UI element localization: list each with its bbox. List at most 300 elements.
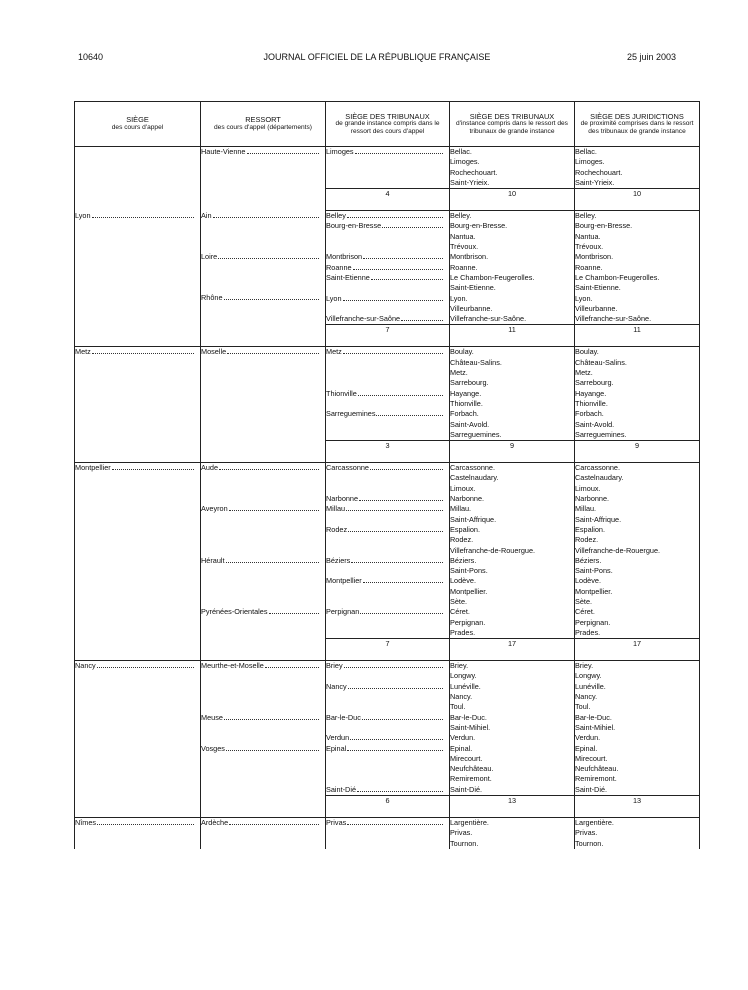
leader-dots — [358, 395, 443, 396]
cell-cour — [75, 818, 201, 849]
cell-cour — [75, 147, 201, 189]
tgi-seat-text: Saint-Dié — [326, 784, 357, 794]
tgi-seat-text: Metz — [326, 347, 342, 357]
leader-dots — [401, 320, 443, 321]
total-count: 13 — [575, 796, 700, 818]
ti-seat: Villefranche-de-Rouergue. — [450, 545, 536, 555]
tgi-seat — [326, 525, 449, 535]
jp-seat: Perpignan. — [575, 617, 611, 627]
jp-seat: Toul. — [575, 702, 591, 712]
leader-dots — [112, 469, 194, 470]
jp-seat: Forbach. — [575, 409, 604, 419]
jp-seat: Boulay. — [575, 347, 599, 357]
group-row — [75, 347, 700, 441]
department-text: Aude — [201, 463, 219, 473]
tgi-seat-text: Millau — [326, 504, 346, 514]
department-text: Meurthe-et-Moselle — [201, 661, 264, 671]
blank-line — [201, 221, 325, 231]
blank-line — [326, 566, 449, 576]
leader-dots — [92, 217, 194, 218]
ti-seat: Lyon. — [450, 293, 468, 303]
publication-date: 25 juin 2003 — [626, 52, 676, 62]
jp-seat: Briey. — [575, 661, 594, 671]
cell-jp — [575, 211, 700, 325]
blank-line — [326, 473, 449, 483]
cell-jp — [575, 347, 700, 441]
jp-seat: Le Chambon-Feugerolles. — [575, 272, 660, 282]
leader-dots — [226, 562, 319, 563]
leader-dots — [227, 353, 319, 354]
blank-line — [326, 378, 449, 388]
ti-seat: Thionville. — [450, 398, 483, 408]
leader-dots — [362, 719, 443, 720]
leader-dots — [350, 739, 443, 740]
jp-seat: Limoges. — [575, 157, 605, 167]
tgi-seat-text: Bar-le-Duc — [326, 712, 361, 722]
leader-dots — [376, 415, 443, 416]
tgi-seat — [326, 273, 449, 283]
tgi-seat — [326, 682, 449, 692]
blank-line — [326, 399, 449, 409]
jp-seat: Lunéville. — [575, 681, 606, 691]
blank-line — [201, 231, 325, 241]
ti-seat: Château-Salins. — [450, 357, 502, 367]
department-text: Ain — [201, 210, 212, 220]
tgi-seat — [326, 389, 449, 399]
cour-name-text: Montpellier — [75, 463, 111, 473]
leader-dots — [97, 667, 194, 668]
tgi-seat — [326, 294, 449, 304]
blank-line — [326, 484, 449, 494]
blank-line — [326, 535, 449, 545]
ti-seat: Montbrison. — [450, 252, 489, 262]
leader-dots — [353, 269, 443, 270]
total-count: 17 — [450, 639, 575, 661]
tgi-seat — [326, 818, 449, 828]
leader-dots — [363, 582, 443, 583]
jp-seat: Céret. — [575, 607, 595, 617]
cell-tgi — [326, 661, 450, 796]
leader-dots — [360, 613, 443, 614]
ti-seat: Briey. — [450, 661, 469, 671]
ti-seat: Bourg-en-Bresse. — [450, 221, 508, 231]
col-header-jp — [575, 102, 700, 147]
leader-dots — [348, 688, 443, 689]
department-text: Aveyron — [201, 504, 228, 514]
tgi-seat-text: Bourg-en-Bresse — [326, 221, 382, 231]
tgi-seat — [326, 785, 449, 795]
ti-seat: Saint-Affrique. — [450, 514, 497, 524]
ti-seat: Béziers. — [450, 555, 477, 565]
cour-name — [75, 347, 200, 357]
department — [201, 347, 325, 357]
ti-seat: Epinal. — [450, 743, 473, 753]
blank-line — [326, 232, 449, 242]
blank-line — [201, 692, 325, 702]
totals-blank — [201, 189, 326, 211]
blank-line — [326, 597, 449, 607]
col-header-title: RESSORT — [245, 115, 281, 125]
totals-blank — [75, 441, 201, 463]
jp-seat: Lodève. — [575, 576, 601, 586]
ti-seat: Boulay. — [450, 347, 474, 357]
jp-seat: Prades. — [575, 627, 601, 637]
blank-line — [326, 283, 449, 293]
tgi-seat — [326, 263, 449, 273]
ti-seat: Bar-le-Duc. — [450, 712, 487, 722]
tgi-seat-text: Lyon — [326, 293, 342, 303]
cell-tgi — [326, 818, 450, 849]
leader-dots — [370, 469, 443, 470]
ti-seat: Rochechouart. — [450, 167, 498, 177]
blank-line — [326, 764, 449, 774]
jp-seat: Thionville. — [575, 398, 608, 408]
ti-seat: Carcassonne. — [450, 463, 496, 473]
ti-seat: Lunéville. — [450, 681, 481, 691]
blank-line — [326, 368, 449, 378]
department — [201, 252, 325, 262]
jp-seat: Nancy. — [575, 692, 598, 702]
cell-ressort — [201, 347, 326, 441]
cour-name — [75, 211, 200, 221]
jp-seat: Verdun. — [575, 733, 601, 743]
totals-blank — [201, 639, 326, 661]
leader-dots — [359, 500, 443, 501]
jp-seat: Narbonne. — [575, 494, 610, 504]
tgi-seat — [326, 661, 449, 671]
leader-dots — [343, 353, 443, 354]
leader-dots — [344, 667, 443, 668]
blank-line — [201, 535, 325, 545]
tgi-seat-text: Saint-Etienne — [326, 272, 370, 282]
blank-line — [201, 484, 325, 494]
jp-seat: Sète. — [575, 596, 593, 606]
cell-jp — [575, 147, 700, 189]
jp-seat: Béziers. — [575, 555, 602, 565]
jp-seat: Villefranche-sur-Saône. — [575, 314, 652, 324]
blank-line — [201, 597, 325, 607]
blank-line — [201, 587, 325, 597]
tgi-seat — [326, 252, 449, 262]
cell-tgi — [326, 347, 450, 441]
leader-dots — [213, 217, 319, 218]
department-text: Haute-Vienne — [201, 147, 246, 156]
total-count: 6 — [326, 796, 450, 818]
total-count: 11 — [450, 325, 575, 347]
jp-seat: Metz. — [575, 368, 593, 378]
tgi-seat — [326, 713, 449, 723]
jp-seat: Bourg-en-Bresse. — [575, 221, 633, 231]
totals-blank — [75, 639, 201, 661]
jp-seat: Montbrison. — [575, 252, 614, 262]
blank-line — [201, 723, 325, 733]
leader-dots — [347, 824, 443, 825]
blank-line — [201, 702, 325, 712]
ti-seat: Nantua. — [450, 231, 476, 241]
ti-seat: Sarreguemines. — [450, 429, 502, 439]
cell-ressort — [201, 661, 326, 796]
jp-seat: Saint-Pons. — [575, 566, 613, 576]
tgi-seat — [326, 221, 449, 231]
blank-line — [326, 358, 449, 368]
ti-seat: Céret. — [450, 607, 470, 617]
col-header-cour — [75, 102, 201, 147]
col-header-title: SIÈGE DES JURIDICTIONS — [590, 111, 684, 121]
department-text: Loire — [201, 251, 218, 261]
tgi-seat-text: Perpignan — [326, 607, 360, 617]
tgi-seat-text: Narbonne — [326, 494, 359, 504]
cour-name-text: Metz — [75, 347, 91, 357]
tgi-seat — [326, 576, 449, 586]
tgi-seat-text: Villefranche-sur-Saône — [326, 314, 401, 324]
jp-seat: Largentière. — [575, 818, 614, 828]
jp-seat: Lyon. — [575, 293, 593, 303]
jp-seat: Remiremont. — [575, 774, 617, 784]
department — [201, 744, 325, 754]
blank-line — [201, 566, 325, 576]
tgi-seat-text: Montpellier — [326, 576, 362, 586]
ti-seat: Saint-Etienne. — [450, 283, 496, 293]
department — [201, 147, 325, 157]
jp-seat: Villeurbanne. — [575, 303, 618, 313]
tgi-seat — [326, 607, 449, 617]
tgi-seat-text: Privas — [326, 818, 347, 828]
total-count: 3 — [326, 441, 450, 463]
blank-line — [326, 723, 449, 733]
tgi-seat-text: Béziers — [326, 555, 351, 565]
totals-row — [75, 639, 700, 661]
department — [201, 293, 325, 303]
tgi-seat — [326, 463, 449, 473]
tgi-seat — [326, 733, 449, 743]
blank-line — [201, 546, 325, 556]
ti-seat: Rodez. — [450, 535, 474, 545]
tgi-seat-text: Nancy — [326, 681, 347, 691]
ti-seat: Saint-Mihiel. — [450, 722, 491, 732]
department-text: Hérault — [201, 555, 225, 565]
tgi-seat-text: Sarreguemines — [326, 409, 376, 419]
col-header-tgi — [326, 102, 450, 147]
jp-seat: Saint-Dié. — [575, 784, 608, 794]
cell-ressort — [201, 463, 326, 639]
jp-seat: Castelnaudary. — [575, 473, 624, 483]
blank-line — [201, 242, 325, 252]
tgi-seat-text: Limoges — [326, 147, 354, 156]
ti-seat: Saint-Pons. — [450, 566, 488, 576]
blank-line — [201, 576, 325, 586]
col-header-subtitle: de proximité comprises dans le ressort des tribunaux de grande instance — [580, 120, 694, 135]
ti-seat: Sète. — [450, 596, 468, 606]
tgi-seat-text: Briey — [326, 661, 343, 671]
group-row — [75, 661, 700, 796]
totals-row — [75, 796, 700, 818]
cell-ressort — [201, 211, 326, 325]
ti-seat: Metz. — [450, 368, 468, 378]
leader-dots — [363, 258, 443, 259]
department-text: Ardèche — [201, 818, 229, 828]
total-count: 4 — [326, 189, 450, 211]
ti-seat: Espalion. — [450, 524, 481, 534]
ti-seat: Neufchâteau. — [450, 764, 494, 774]
tgi-seat-text: Epinal — [326, 743, 347, 753]
tgi-seat — [326, 314, 449, 324]
col-header-title: SIÈGE DES TRIBUNAUX — [469, 111, 555, 121]
ti-seat: Bellac. — [450, 147, 472, 156]
blank-line — [201, 515, 325, 525]
cell-cour — [75, 347, 201, 441]
blank-line — [201, 671, 325, 681]
cour-name — [75, 818, 200, 828]
cour-name — [75, 661, 200, 671]
department — [201, 607, 325, 617]
totals-row — [75, 441, 700, 463]
tgi-seat-text: Belley — [326, 211, 346, 221]
totals-row — [75, 189, 700, 211]
col-header-subtitle: des cours d'appel (départements) — [213, 124, 313, 131]
tgi-seat-text: Montbrison — [326, 252, 363, 262]
page-header — [78, 52, 676, 66]
ti-seat: Narbonne. — [450, 494, 485, 504]
department-text: Vosges — [201, 743, 225, 753]
jp-seat: Carcassonne. — [575, 463, 621, 473]
ti-seat: Saint-Yrieix. — [450, 177, 490, 187]
cour-name-text: Nancy — [75, 661, 96, 671]
ti-seat: Trévoux. — [450, 242, 479, 252]
col-header-title: SIÈGE — [126, 115, 149, 125]
blank-line — [326, 754, 449, 764]
cell-ti — [450, 661, 575, 796]
blank-line — [201, 283, 325, 293]
ti-seat: Limoges. — [450, 157, 480, 167]
leader-dots — [343, 300, 443, 301]
ti-seat: Perpignan. — [450, 617, 486, 627]
jp-seat: Trévoux. — [575, 242, 604, 252]
ti-seat: Largentière. — [450, 818, 489, 828]
totals-blank — [75, 189, 201, 211]
jp-seat: Saint-Mihiel. — [575, 722, 616, 732]
header-row — [75, 102, 700, 147]
cell-cour — [75, 211, 201, 325]
cell-ti — [450, 818, 575, 849]
totals-blank — [201, 441, 326, 463]
jp-seat: Saint-Etienne. — [575, 283, 621, 293]
jp-seat: Roanne. — [575, 262, 603, 272]
totals-blank — [75, 325, 201, 347]
leader-dots — [218, 258, 319, 259]
ti-seat: Saint-Dié. — [450, 784, 483, 794]
cour-name-text: Lyon — [75, 210, 91, 220]
blank-line — [201, 473, 325, 483]
ti-seat: Mirecourt. — [450, 753, 483, 763]
ti-seat: Sarrebourg. — [450, 378, 489, 388]
cell-tgi — [326, 211, 450, 325]
cour-name-text: Nîmes — [75, 818, 97, 828]
blank-line — [326, 242, 449, 252]
total-count: 7 — [326, 325, 450, 347]
leader-dots — [247, 153, 320, 154]
leader-dots — [224, 719, 319, 720]
tgi-seat — [326, 744, 449, 754]
jp-seat: Millau. — [575, 504, 597, 514]
group-row — [75, 463, 700, 639]
leader-dots — [357, 791, 443, 792]
courts-table — [74, 101, 700, 849]
cell-ressort — [201, 818, 326, 849]
ti-seat: Le Chambon-Feugerolles. — [450, 272, 535, 282]
col-header-ti — [450, 102, 575, 147]
department — [201, 504, 325, 514]
leader-dots — [219, 469, 319, 470]
total-count: 9 — [450, 441, 575, 463]
col-header-subtitle: de grande instance compris dans le ressort des cours d'appel — [335, 120, 440, 135]
cell-ti — [450, 347, 575, 441]
jp-seat: Hayange. — [575, 388, 607, 398]
leader-dots — [229, 824, 319, 825]
jp-seat: Saint-Yrieix. — [575, 177, 615, 187]
totals-blank — [201, 325, 326, 347]
jp-seat: Bar-le-Duc. — [575, 712, 612, 722]
ti-seat: Tournon. — [450, 838, 479, 848]
jp-seat: Saint-Affrique. — [575, 514, 622, 524]
ti-seat: Castelnaudary. — [450, 473, 499, 483]
cell-cour — [75, 463, 201, 639]
department-text: Pyrénées-Orientales — [201, 607, 268, 617]
tgi-seat — [326, 494, 449, 504]
cour-name — [75, 463, 200, 473]
col-header-title: SIÈGE DES TRIBUNAUX — [345, 111, 430, 121]
tgi-seat — [326, 409, 449, 419]
group-row — [75, 147, 700, 189]
cell-ti — [450, 211, 575, 325]
jp-seat: Epinal. — [575, 743, 598, 753]
jp-seat: Villefranche-de-Rouergue. — [575, 545, 661, 555]
jp-seat: Sarrebourg. — [575, 378, 614, 388]
department — [201, 818, 325, 828]
total-count: 10 — [575, 189, 700, 211]
blank-line — [326, 587, 449, 597]
total-count: 9 — [575, 441, 700, 463]
leader-dots — [382, 227, 443, 228]
jp-seat: Neufchâteau. — [575, 764, 619, 774]
jp-seat: Tournon. — [575, 838, 604, 848]
total-count: 10 — [450, 189, 575, 211]
ti-seat: Limoux. — [450, 483, 476, 493]
tgi-seat — [326, 504, 449, 514]
jp-seat: Belley. — [575, 211, 597, 221]
tgi-seat-text: Thionville — [326, 388, 357, 398]
department — [201, 713, 325, 723]
totals-row — [75, 325, 700, 347]
leader-dots — [226, 750, 319, 751]
tgi-seat-text: Verdun — [326, 733, 350, 743]
tgi-seat — [326, 147, 449, 157]
department-text: Rhône — [201, 293, 223, 303]
department — [201, 211, 325, 221]
ti-seat: Belley. — [450, 211, 472, 221]
ti-seat: Lodève. — [450, 576, 476, 586]
ti-seat: Nancy. — [450, 692, 473, 702]
tgi-seat-text: Rodez — [326, 524, 348, 534]
blank-line — [326, 692, 449, 702]
totals-blank — [201, 796, 326, 818]
jp-seat: Sarreguemines. — [575, 429, 627, 439]
totals-blank — [75, 796, 201, 818]
table-header — [75, 102, 700, 147]
blank-line — [201, 733, 325, 743]
blank-line — [201, 494, 325, 504]
jp-seat: Espalion. — [575, 524, 606, 534]
cell-ti — [450, 463, 575, 639]
